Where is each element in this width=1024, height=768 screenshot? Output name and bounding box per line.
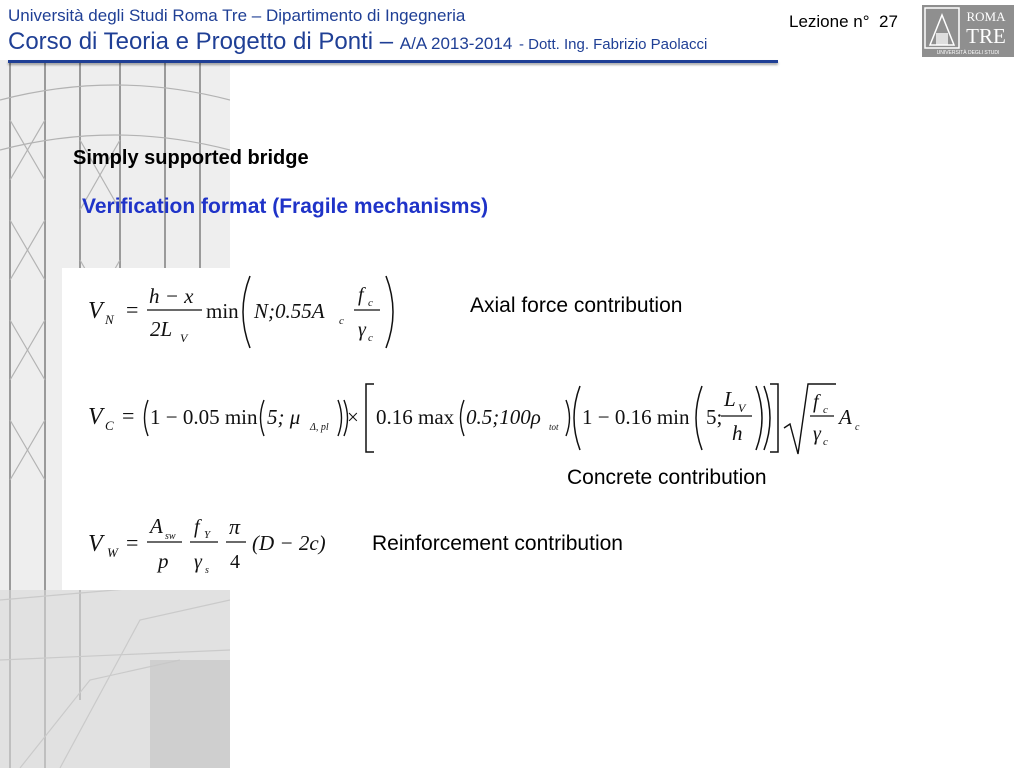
svg-text:N;0.55A: N;0.55A <box>254 299 325 323</box>
svg-text:V: V <box>88 404 103 430</box>
svg-text:=: = <box>126 530 139 555</box>
svg-text:5; μ: 5; μ <box>267 405 301 429</box>
svg-text:1 − 0.05 min: 1 − 0.05 min <box>150 405 258 429</box>
label-concrete: Concrete contribution <box>567 466 767 489</box>
svg-text:c: c <box>339 315 344 327</box>
svg-text:V: V <box>88 298 103 324</box>
svg-text:sw: sw <box>165 531 176 542</box>
svg-text:A: A <box>839 405 852 429</box>
svg-text:γ: γ <box>194 551 202 573</box>
equation-axial-force <box>84 270 404 354</box>
svg-text:c: c <box>368 297 373 309</box>
svg-text:N: N <box>105 312 114 327</box>
course-title: Corso di Teoria e Progetto di Ponti – <box>8 28 394 55</box>
logo-text-top: ROMA <box>966 9 1006 24</box>
svg-text:0.5;100ρ: 0.5;100ρ <box>466 405 541 429</box>
label-axial-force: Axial force contribution <box>470 294 683 317</box>
svg-text:s: s <box>205 565 209 576</box>
header-underline <box>8 60 778 63</box>
roma-tre-logo <box>922 5 1014 57</box>
equation-concrete <box>84 378 868 458</box>
svg-text:γ: γ <box>813 423 821 445</box>
svg-text:min: min <box>206 299 239 323</box>
svg-text:C: C <box>105 418 114 433</box>
svg-text:1 − 0.16 min: 1 − 0.16 min <box>582 405 690 429</box>
section-title: Simply supported bridge <box>73 147 309 169</box>
svg-text:c: c <box>823 436 828 448</box>
svg-text:V: V <box>88 531 103 557</box>
svg-text:5;: 5; <box>706 405 723 429</box>
svg-text:f: f <box>358 284 364 306</box>
svg-text:f: f <box>194 516 200 538</box>
svg-text:0.16 max: 0.16 max <box>376 405 455 429</box>
svg-text:f: f <box>813 391 819 413</box>
svg-text:=: = <box>122 403 135 428</box>
svg-text:c: c <box>368 332 373 344</box>
academic-year: A/A 2013-2014 <box>399 34 513 53</box>
svg-text:×: × <box>347 405 359 429</box>
svg-text:Y: Y <box>204 529 211 541</box>
svg-text:V: V <box>738 401 746 415</box>
svg-text:γ: γ <box>358 319 366 341</box>
svg-text:V: V <box>180 331 188 345</box>
svg-text:(D − 2c): (D − 2c) <box>252 531 326 555</box>
lesson-number: Lezione n° 27 <box>789 12 898 31</box>
university-line: Università degli Studi Roma Tre – Dipartimento di Ingegneria <box>8 6 466 25</box>
svg-text:π: π <box>229 514 241 539</box>
svg-text:h − x: h − x <box>149 284 194 308</box>
svg-text:L: L <box>724 387 736 411</box>
subtitle: Verification format (Fragile mechanisms) <box>82 195 489 218</box>
label-reinforcement: Reinforcement contribution <box>372 532 623 555</box>
svg-text:A: A <box>150 514 163 538</box>
svg-text:2L: 2L <box>150 317 173 341</box>
equation-reinforcement <box>84 508 346 584</box>
logo-text-bottom: TRE <box>966 24 1006 48</box>
svg-text:c: c <box>823 404 828 416</box>
svg-text:Δ, pl: Δ, pl <box>310 422 329 433</box>
svg-text:c: c <box>855 422 860 433</box>
svg-text:=: = <box>126 297 139 322</box>
svg-text:W: W <box>107 545 118 560</box>
course-line <box>8 28 707 56</box>
svg-text:4: 4 <box>230 551 240 573</box>
logo-caption: UNIVERSITÀ DEGLI STUDI <box>936 50 1000 56</box>
slide-header <box>0 0 1024 66</box>
author-name: - Dott. Ing. Fabrizio Paolacci <box>518 36 708 53</box>
svg-text:tot: tot <box>549 422 559 432</box>
svg-text:h: h <box>732 421 743 445</box>
svg-text:p: p <box>158 549 169 573</box>
